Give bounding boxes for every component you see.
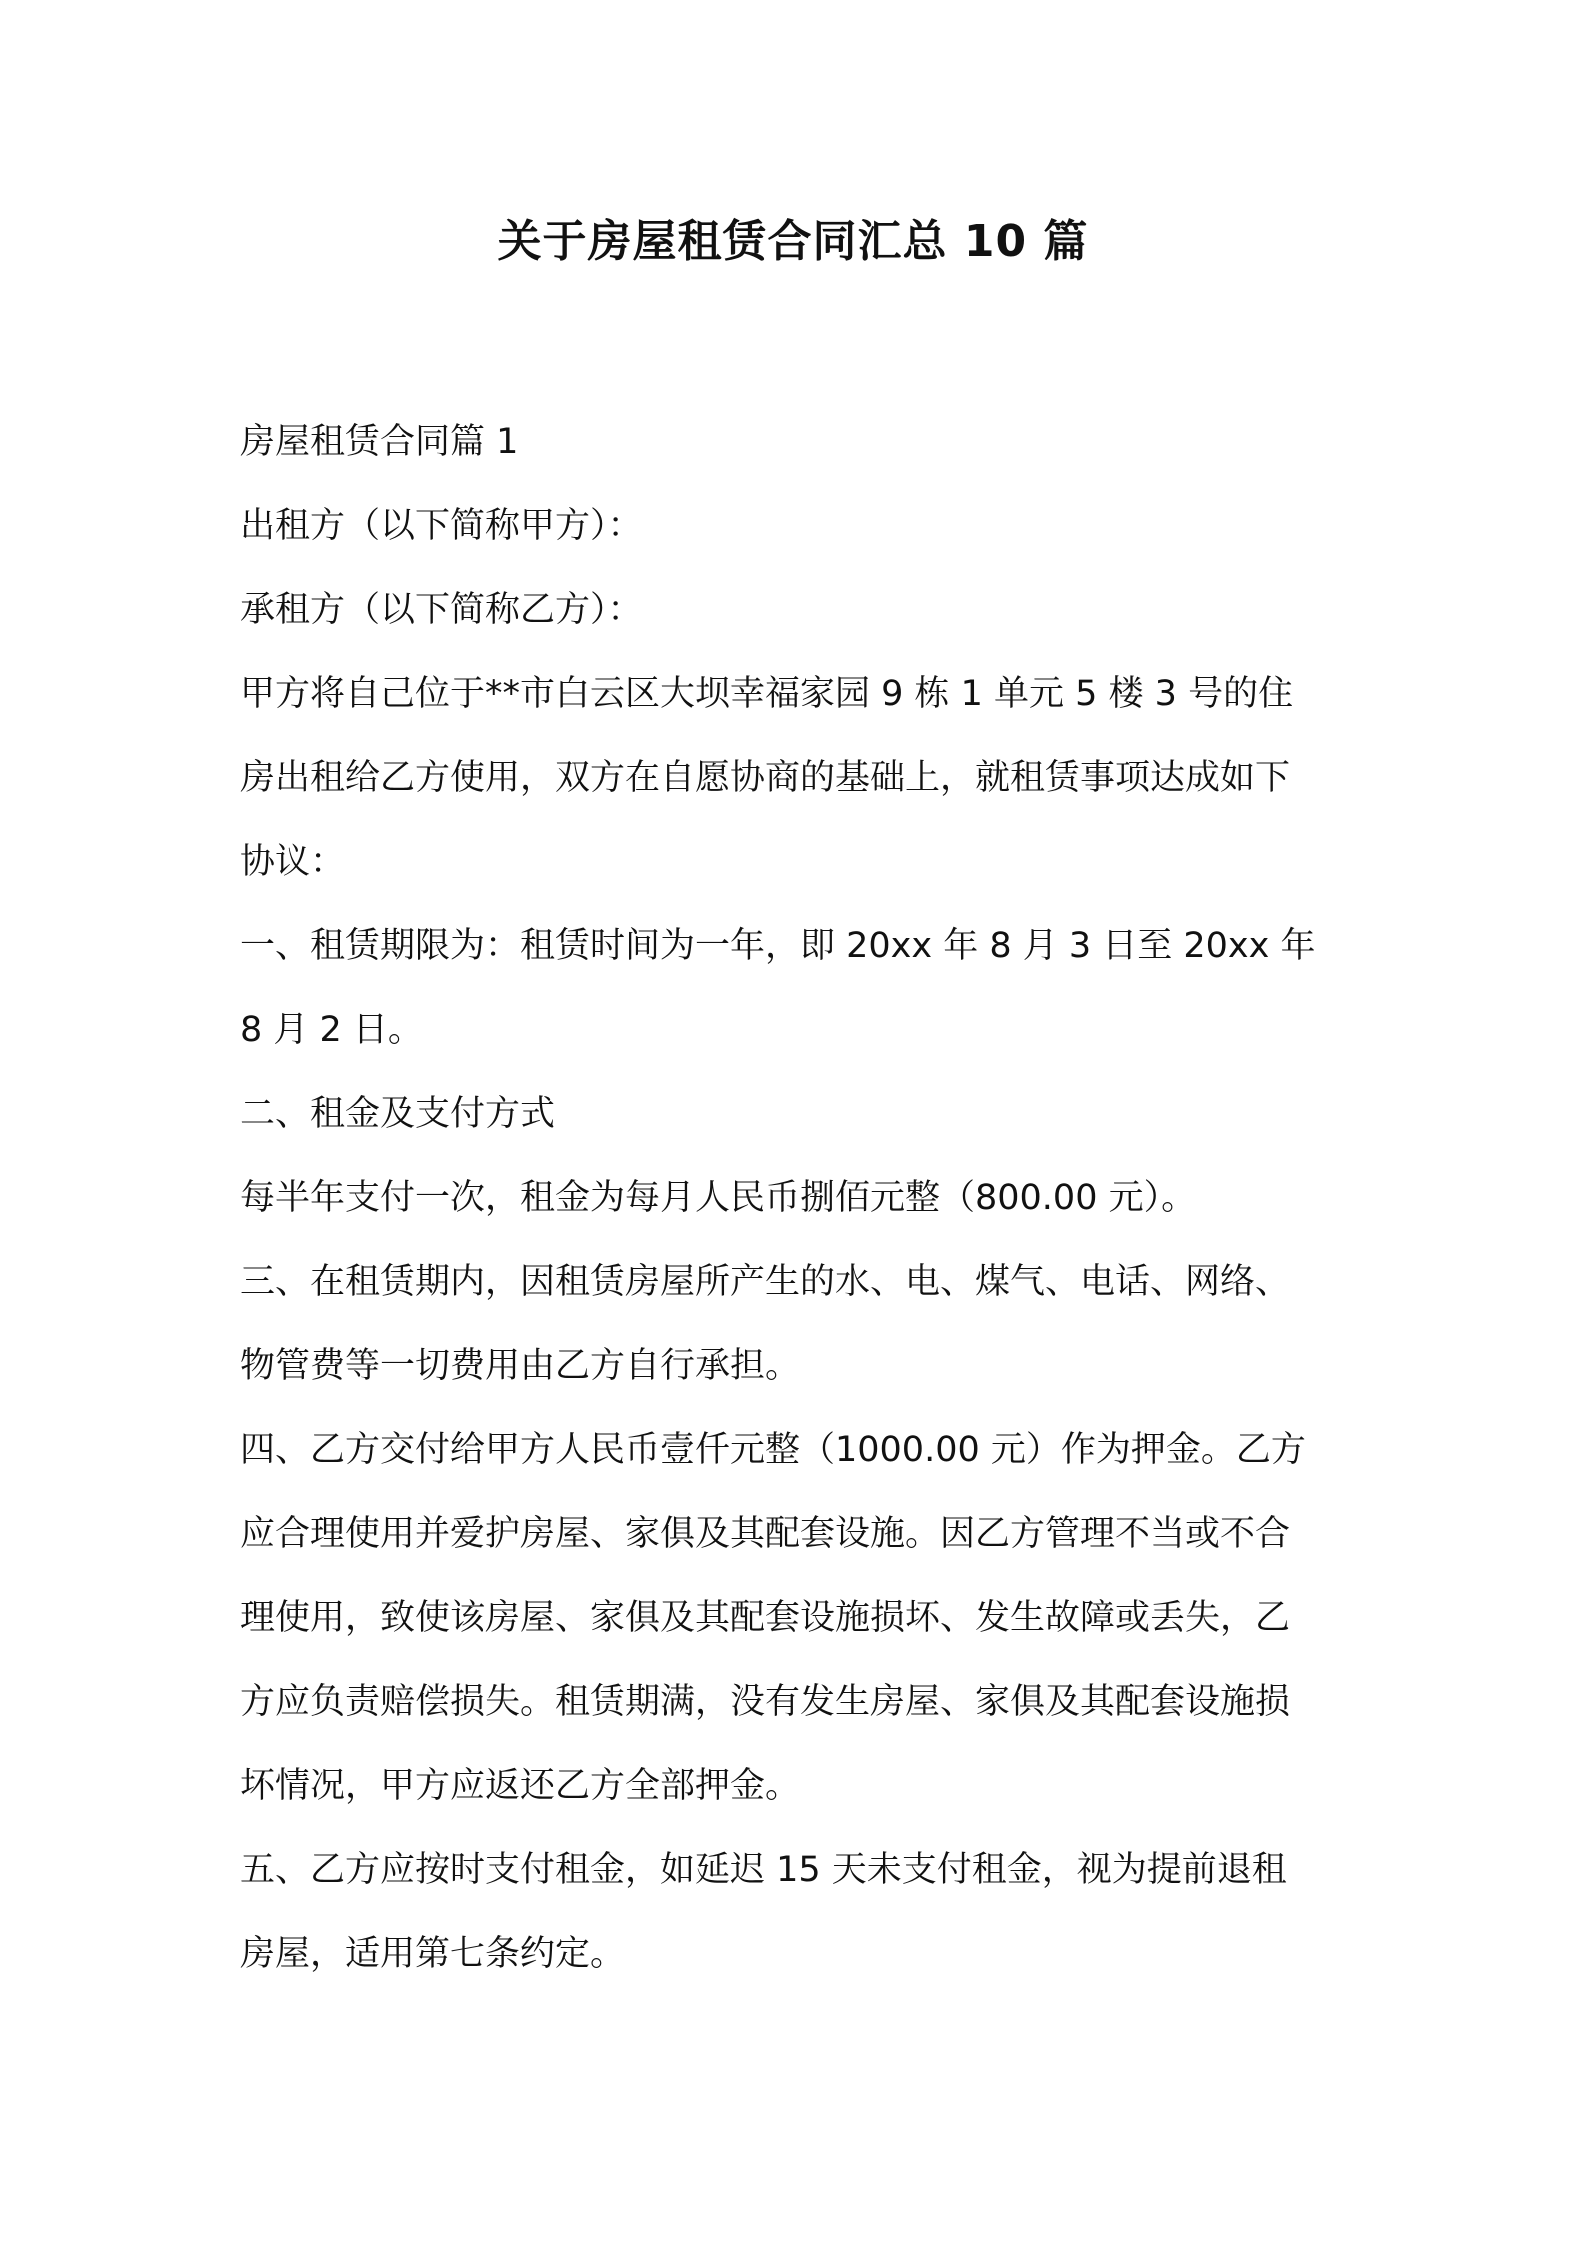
clause-line: 物管费等一切费用由乙方自行承担。: [240, 1346, 801, 1386]
body-line: 协议：: [240, 842, 346, 882]
clause-line: 应合理使用并爱护房屋、家俱及其配套设施。因乙方管理不当或不合: [240, 1514, 1291, 1554]
clause-line: 方应负责赔偿损失。租赁期满，没有发生房屋、家俱及其配套设施损: [240, 1682, 1291, 1722]
clause-line: 一、租赁期限为：租赁时间为一年，即 20xx 年 8 月 3 日至 20xx 年: [240, 926, 1316, 966]
clause-line: 五、乙方应按时支付租金，如延迟 15 天未支付租金，视为提前退租: [240, 1850, 1287, 1890]
clause-line: 8 月 2 日。: [240, 1010, 423, 1050]
body-line: 房出租给乙方使用，双方在自愿协商的基础上，就租赁事项达成如下: [240, 758, 1291, 798]
document-title: 关于房屋租赁合同汇总 10 篇: [497, 216, 1089, 267]
body-line: 甲方将自己位于**市白云区大坝幸福家园 9 栋 1 单元 5 楼 3 号的住: [240, 674, 1294, 714]
lessor-line: 出租方（以下简称甲方）：: [240, 506, 643, 546]
clause-line: 二、租金及支付方式: [240, 1094, 556, 1134]
clause-line: 四、乙方交付给甲方人民币壹仟元整（1000.00 元）作为押金。乙方: [240, 1430, 1306, 1470]
document-body: [240, 400, 1350, 1996]
clause-line: 理使用，致使该房屋、家俱及其配套设施损坏、发生故障或丢失，乙: [240, 1598, 1291, 1638]
section-heading: 房屋租赁合同篇 1: [240, 422, 519, 462]
clause-line: 房屋，适用第七条约定。: [240, 1934, 626, 1974]
clause-line: 三、在租赁期内，因租赁房屋所产生的水、电、煤气、电话、网络、: [240, 1262, 1291, 1302]
clause-line: 每半年支付一次，租金为每月人民币捌佰元整（800.00 元）。: [240, 1178, 1197, 1218]
clause-line: 坏情况，甲方应返还乙方全部押金。: [240, 1766, 801, 1806]
lessee-line: 承租方（以下简称乙方）：: [240, 590, 643, 630]
